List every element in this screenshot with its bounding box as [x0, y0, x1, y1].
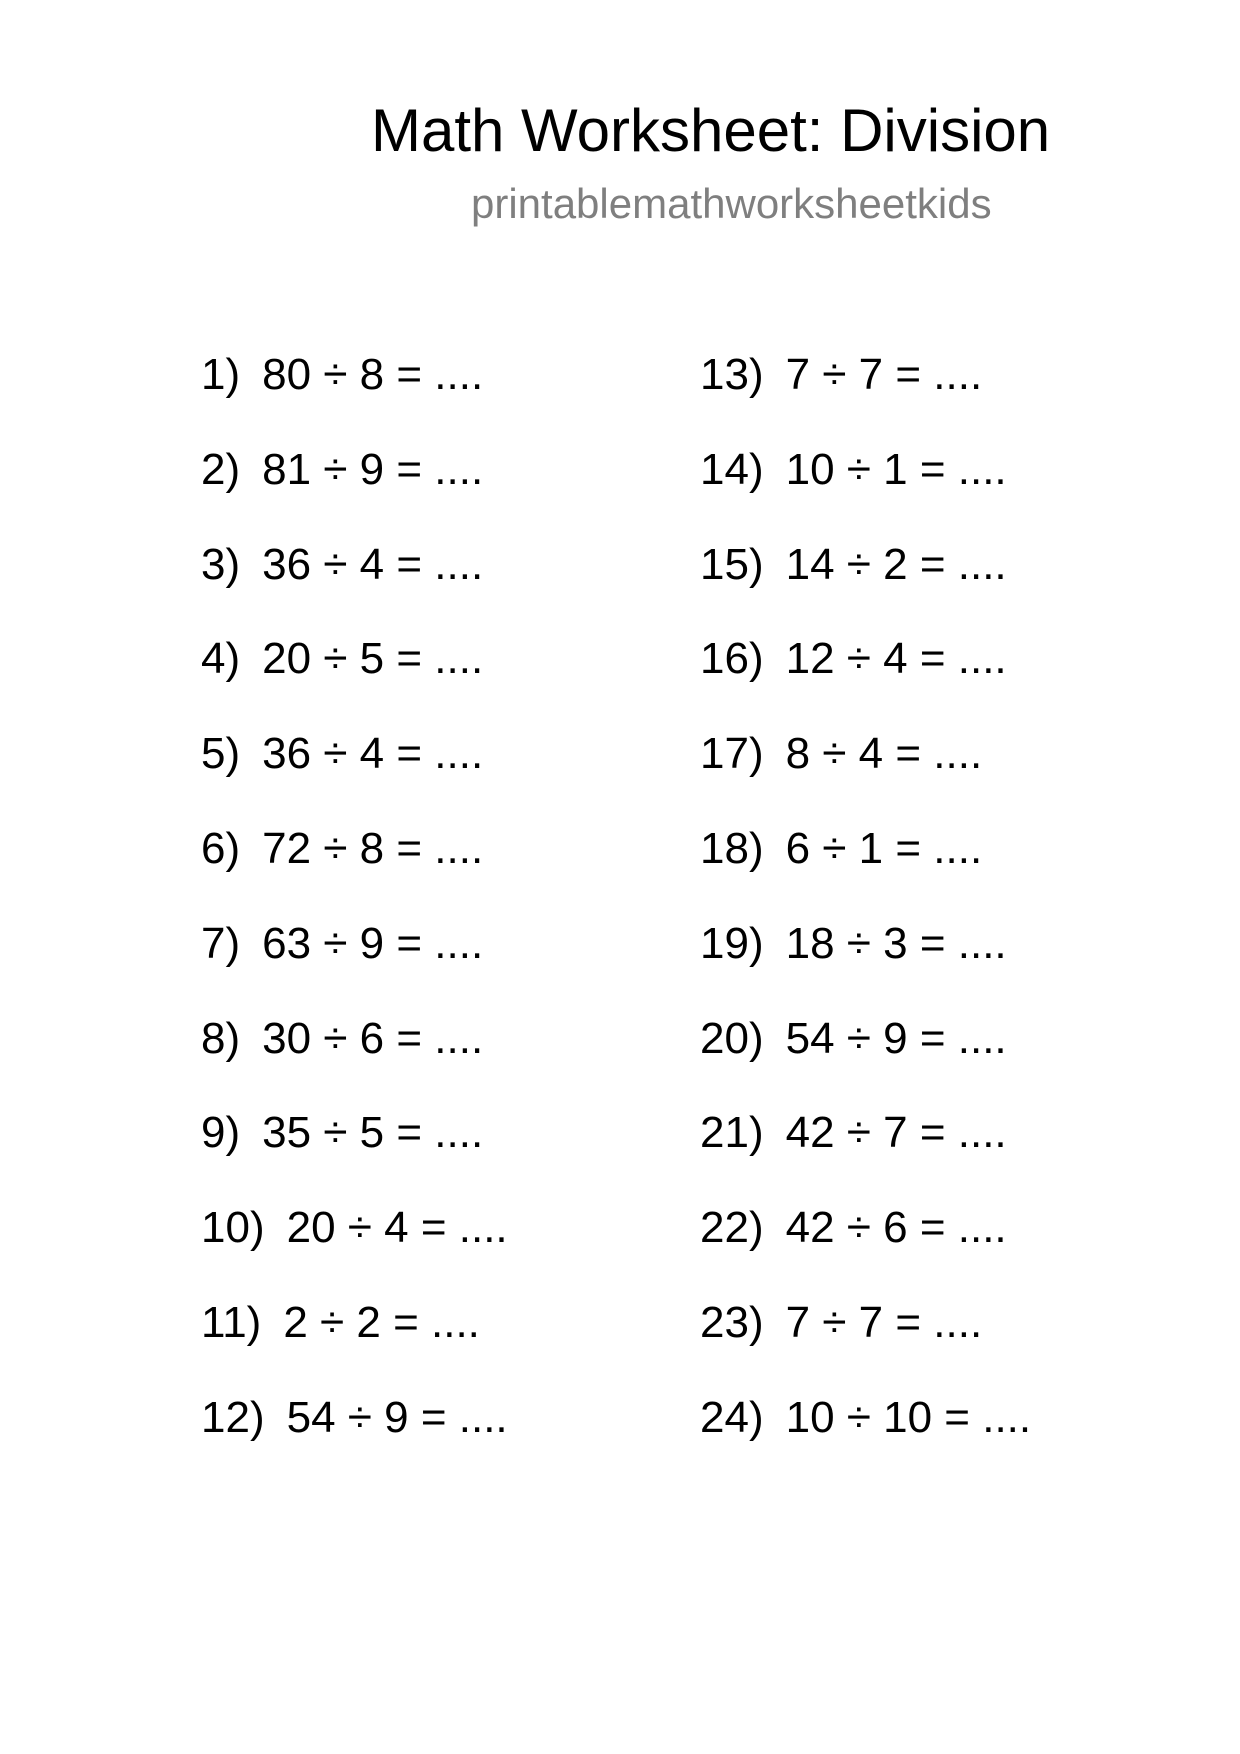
problem-expression: 8 ÷ 4 = .... — [785, 729, 983, 779]
problem-number: 18) — [700, 823, 764, 873]
problem-item — [201, 441, 508, 536]
problem-column-right — [700, 346, 1031, 1484]
worksheet-title: Math Worksheet: Division — [371, 97, 1051, 164]
problem-item — [700, 346, 1031, 441]
worksheet-source: printablemathworksheetkids — [471, 180, 992, 227]
problem-expression: 54 ÷ 9 = .... — [286, 1392, 508, 1442]
problem-item — [700, 1010, 1031, 1105]
problem-item — [700, 630, 1031, 725]
problem-expression: 36 ÷ 4 = .... — [262, 539, 484, 589]
problem-expression: 14 ÷ 2 = .... — [785, 539, 1007, 589]
problem-item — [700, 1389, 1031, 1484]
problem-number: 4) — [201, 634, 241, 684]
problem-item — [201, 536, 508, 631]
problem-number: 13) — [700, 350, 764, 399]
problem-expression: 12 ÷ 4 = .... — [785, 634, 1007, 684]
problem-item — [201, 725, 508, 820]
problem-expression: 6 ÷ 1 = .... — [785, 823, 983, 873]
problem-number: 17) — [700, 729, 764, 779]
problem-item — [201, 1010, 508, 1105]
problem-expression: 10 ÷ 10 = .... — [785, 1392, 1032, 1442]
problem-item — [201, 630, 508, 725]
problem-expression: 10 ÷ 1 = .... — [785, 444, 1007, 494]
problem-item — [201, 1104, 508, 1199]
problem-expression: 30 ÷ 6 = .... — [262, 1013, 484, 1063]
problem-number: 10) — [201, 1203, 265, 1253]
problem-number: 14) — [700, 444, 764, 494]
problem-item — [201, 1294, 508, 1389]
problem-item — [201, 1389, 508, 1484]
problem-column-left — [201, 346, 508, 1484]
problem-number: 22) — [700, 1203, 764, 1253]
problem-item — [700, 1104, 1031, 1199]
problem-item — [700, 820, 1031, 915]
problem-number: 15) — [700, 539, 764, 589]
problem-expression: 18 ÷ 3 = .... — [785, 918, 1007, 968]
problem-expression: 54 ÷ 9 = .... — [785, 1013, 1007, 1063]
problem-item — [700, 1294, 1031, 1389]
problem-item — [700, 441, 1031, 536]
problem-expression: 35 ÷ 5 = .... — [262, 1108, 484, 1158]
problem-number: 1) — [201, 350, 241, 399]
problem-number: 6) — [201, 823, 241, 873]
problem-expression: 7 ÷ 7 = .... — [785, 350, 983, 399]
problem-item — [201, 820, 508, 915]
problem-item — [700, 725, 1031, 820]
problem-number: 19) — [700, 918, 764, 968]
problem-expression: 20 ÷ 5 = .... — [262, 634, 484, 684]
problem-number: 16) — [700, 634, 764, 684]
problem-number: 5) — [201, 729, 241, 779]
problem-number: 8) — [201, 1013, 241, 1063]
problem-expression: 81 ÷ 9 = .... — [262, 444, 484, 494]
problem-number: 3) — [201, 539, 241, 589]
problem-number: 20) — [700, 1013, 764, 1063]
problem-expression: 7 ÷ 7 = .... — [785, 1297, 983, 1347]
problem-expression: 80 ÷ 8 = .... — [262, 350, 484, 399]
problem-number: 7) — [201, 918, 241, 968]
problem-expression: 63 ÷ 9 = .... — [262, 918, 484, 968]
problem-item — [201, 915, 508, 1010]
problem-number: 11) — [201, 1297, 262, 1347]
problem-item — [700, 536, 1031, 631]
problem-number: 2) — [201, 444, 241, 494]
problem-expression: 42 ÷ 7 = .... — [785, 1108, 1007, 1158]
problem-number: 9) — [201, 1108, 241, 1158]
problem-item — [201, 1199, 508, 1294]
problem-expression: 42 ÷ 6 = .... — [785, 1203, 1007, 1253]
problem-number: 24) — [700, 1392, 764, 1442]
problem-expression: 36 ÷ 4 = .... — [262, 729, 484, 779]
problem-number: 23) — [700, 1297, 764, 1347]
problem-number: 12) — [201, 1392, 265, 1442]
problem-number: 21) — [700, 1108, 764, 1158]
problem-item — [201, 346, 508, 441]
problem-item — [700, 915, 1031, 1010]
problem-expression: 20 ÷ 4 = .... — [286, 1203, 508, 1253]
problem-expression: 2 ÷ 2 = .... — [283, 1297, 480, 1347]
problem-item — [700, 1199, 1031, 1294]
problem-expression: 72 ÷ 8 = .... — [262, 823, 484, 873]
